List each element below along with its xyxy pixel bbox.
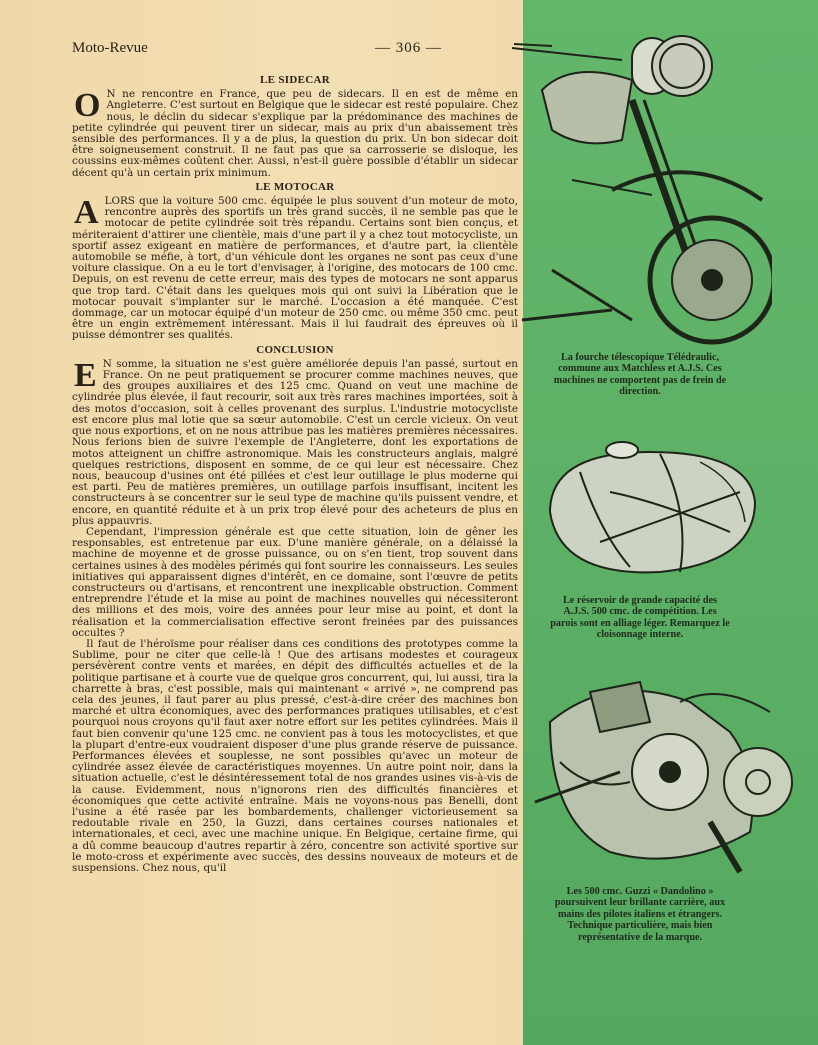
drop-cap: A <box>74 194 99 232</box>
article-column <box>72 72 518 874</box>
section-title-motocar: LE MOTOCAR <box>255 180 335 193</box>
page-number: — 306 — <box>375 40 442 56</box>
caption-tank: Le réservoir de grande capacité des A.J.S. 500 cmc. de compétition. Les parois sont en alliage léger. Remarquez le cloisonnage interne. <box>550 595 730 641</box>
section-paragraph: O N ne rencontre en France, que peu de sidecars. Il en est de même en Angleterre. C'est surtout en Belgique que le sidecar est resté populaire. Chez nous, le déclin du sidecar s'explique par la prédominance des machines de petite cylindrée qui peuvent tirer un sidecar, mais au prix d'un abaissement très sensible des performances. Il y a de plus, la question du prix. Un bon sidecar doit être soigneusement construit. Il ne faut pas que sa carrosserie se disloque, les coussins eux-mêmes coûtent cher. Aussi, n'est-il guère possible d'établir un sidecar décent qu'à un certain prix minimum. <box>72 87 518 179</box>
engine-illustration <box>530 662 800 877</box>
section-title-conclusion: CONCLUSION <box>256 343 334 356</box>
section-paragraph: Cependant, l'impression générale est que cette situation, loin de gêner les responsables, est entretenue par eux. D'une manière générale, on a délaissé la machine de moyenne et de grosse puissance, ou on s'en tient, trop souvent dans certaines usines à des modèles périmés qui font sourire les connaisseurs. Les seules initiatives qui apparaissent dignes d'intérêt, en ce domaine, sont l'œuvre de petits constructeurs ou d'artisans, et rencontrent une inexplicable obstruction. Comment entreprendre l'étude et la mise au point de machines nouvelles qui nécessiteront des millions et des mois, voire des années pour leur mise au point, et dont la réalisation et la commercialisation effective seront freinées par des puissances occultes ? <box>72 525 518 639</box>
drop-cap: E <box>74 356 97 394</box>
fork-illustration <box>512 20 772 350</box>
page-header <box>72 40 512 60</box>
section-paragraph: Il faut de l'héroïsme pour réaliser dans ces conditions des prototypes comme la Sublime, pour ne citer que celle-là ! Que des artisans modestes et courageux persévèrent contre vents et marées, en dépit des difficultés actuelles et de la politique partisane et à courte vue de quelque gros concurrent, qui, lui aussi, tira la charrette à bras, c'est possible, mais qui maintenant « arrivé », ne comprend pas cela des jeunes, il faut parer au plus pressé, c'est-à-dire créer des machines bon marché et ultra économiques, avec des performances pratiques utilisables, et c'est pourquoi nous croyons qu'il faut axer notre effort sur les petites cylindrées. Mais il faut bien convenir qu'une 125 cmc. ne convient pas à tous les motocyclistes, et que la plupart d'entre-eux voudraient disposer d'une plus grande réserve de puissance. Performances élevées et souplesse, ne sont possibles qu'avec un moteur de cylindrée assez élevée de caractéristiques moyennes. Un autre point noir, dans la situation actuelle, c'est le désintéressement total de nos grandes usines vis-à-vis de la cause. Evidemment, nous n'ignorons rien des difficultés financières et économiques que cette activité entraîne. Mais ne voyons-nous pas Benelli, dont l'usine a été rasée par les bombardements, challenger victorieusement sa redoutable rivale en 250, la Guzzi, dans certaines courses nationales et internationales, et ceci, avec une machine unique. En Belgique, certaine firme, qui a dû comme beaucoup d'autres repartir à zéro, concentre son activité sportive sur le moto-cross et expérimente avec succès, des dessins nouveaux de moteurs et de suspensions. Chez nous, qu'il <box>72 637 518 875</box>
tank-illustration <box>540 432 765 587</box>
caption-engine: Les 500 cmc. Guzzi « Dandolino » poursuivent leur brillante carrière, aux mains des pilotes italiens et étrangers. Technique particulière, mais bien représentative de la marque. <box>554 886 726 943</box>
drop-cap: O <box>74 87 101 125</box>
section-title-sidecar: LE SIDECAR <box>260 74 330 86</box>
section-paragraph: ALORS que la voiture 500 cmc. équipée le plus souvent d'un moteur de moto, rencontre auprès des sportifs un très grand succès, il ne semble pas que le motocar de petite cylindrée soit très répandu. Certains sont bien conçus, et mériteraient d'attirer une clientèle, mais d'une part il y a chez tout motocycliste, un sportif assez exigeant en matière de performances, et d'autre part, la clientèle automobile se méfie, à tort, d'un véhicule dont les organes ne sont pas ceux d'une voiture classique. On a eu le tort d'envisager, à l'origine, des motocars de 100 cmc. Depuis, on est revenu de cette erreur, mais des types de motocars ne sont apparus que trop tard. C'était dans les quelques mois qui ont suivi la Libération que le motocar pouvait s'implanter sur le marché. L'occasion a été manquée. C'est dommage, car un motocar équipé d'un moteur de 250 cmc. ou même 350 cmc. peut être un engin extrêmement intéressant. Mais il lui faudrait des épreuves où il puisse démontrer ses qualités. <box>72 194 518 342</box>
magazine-title: Moto-Revue <box>72 40 148 56</box>
section-paragraph: E N somme, la situation ne s'est guère améliorée depuis l'an passé, surtout en France. On ne peut pratiquement se procurer comme machines neuves, que des groupes auxiliaires et des 125 cmc. Quand on veut une machine de cylindrée plus élevée, il faut recourir, soit aux très rares machines importées, soit à des motos d'occasion, soit à celles provenant des surplus. L'industrie motocycliste est encore plus mal lotie que sa sœur automobile. C'est un cercle vicieux. On veut que nous exportions, et on ne nous attribue pas les matières premières nécessaires. Nous ferions bien de suivre l'exemple de l'Angleterre, dont les exportations de motos atteignent un chiffre astronomique. Mais les constructeurs anglais, malgré quelques restrictions, disposent en somme, de ce qui leur est nécessaire. Chez nous, beaucoup d'usines ont été pillées et c'est leur outillage le plus moderne qui est parti. Peu de matières premières, un outillage parfois insuffisant, incitent les constructeurs à se concentrer sur le seul type de machine qu'ils puissent vendre, et encore, en quantité réduite et à un prix trop élevé pour des acheteurs de plus en plus appauvris. <box>72 356 518 527</box>
caption-fork: La fourche télescopique Télédraulic, commune aux Matchless et A.J.S. Ces machines ne comportent pas de frein de direction. <box>553 352 727 398</box>
